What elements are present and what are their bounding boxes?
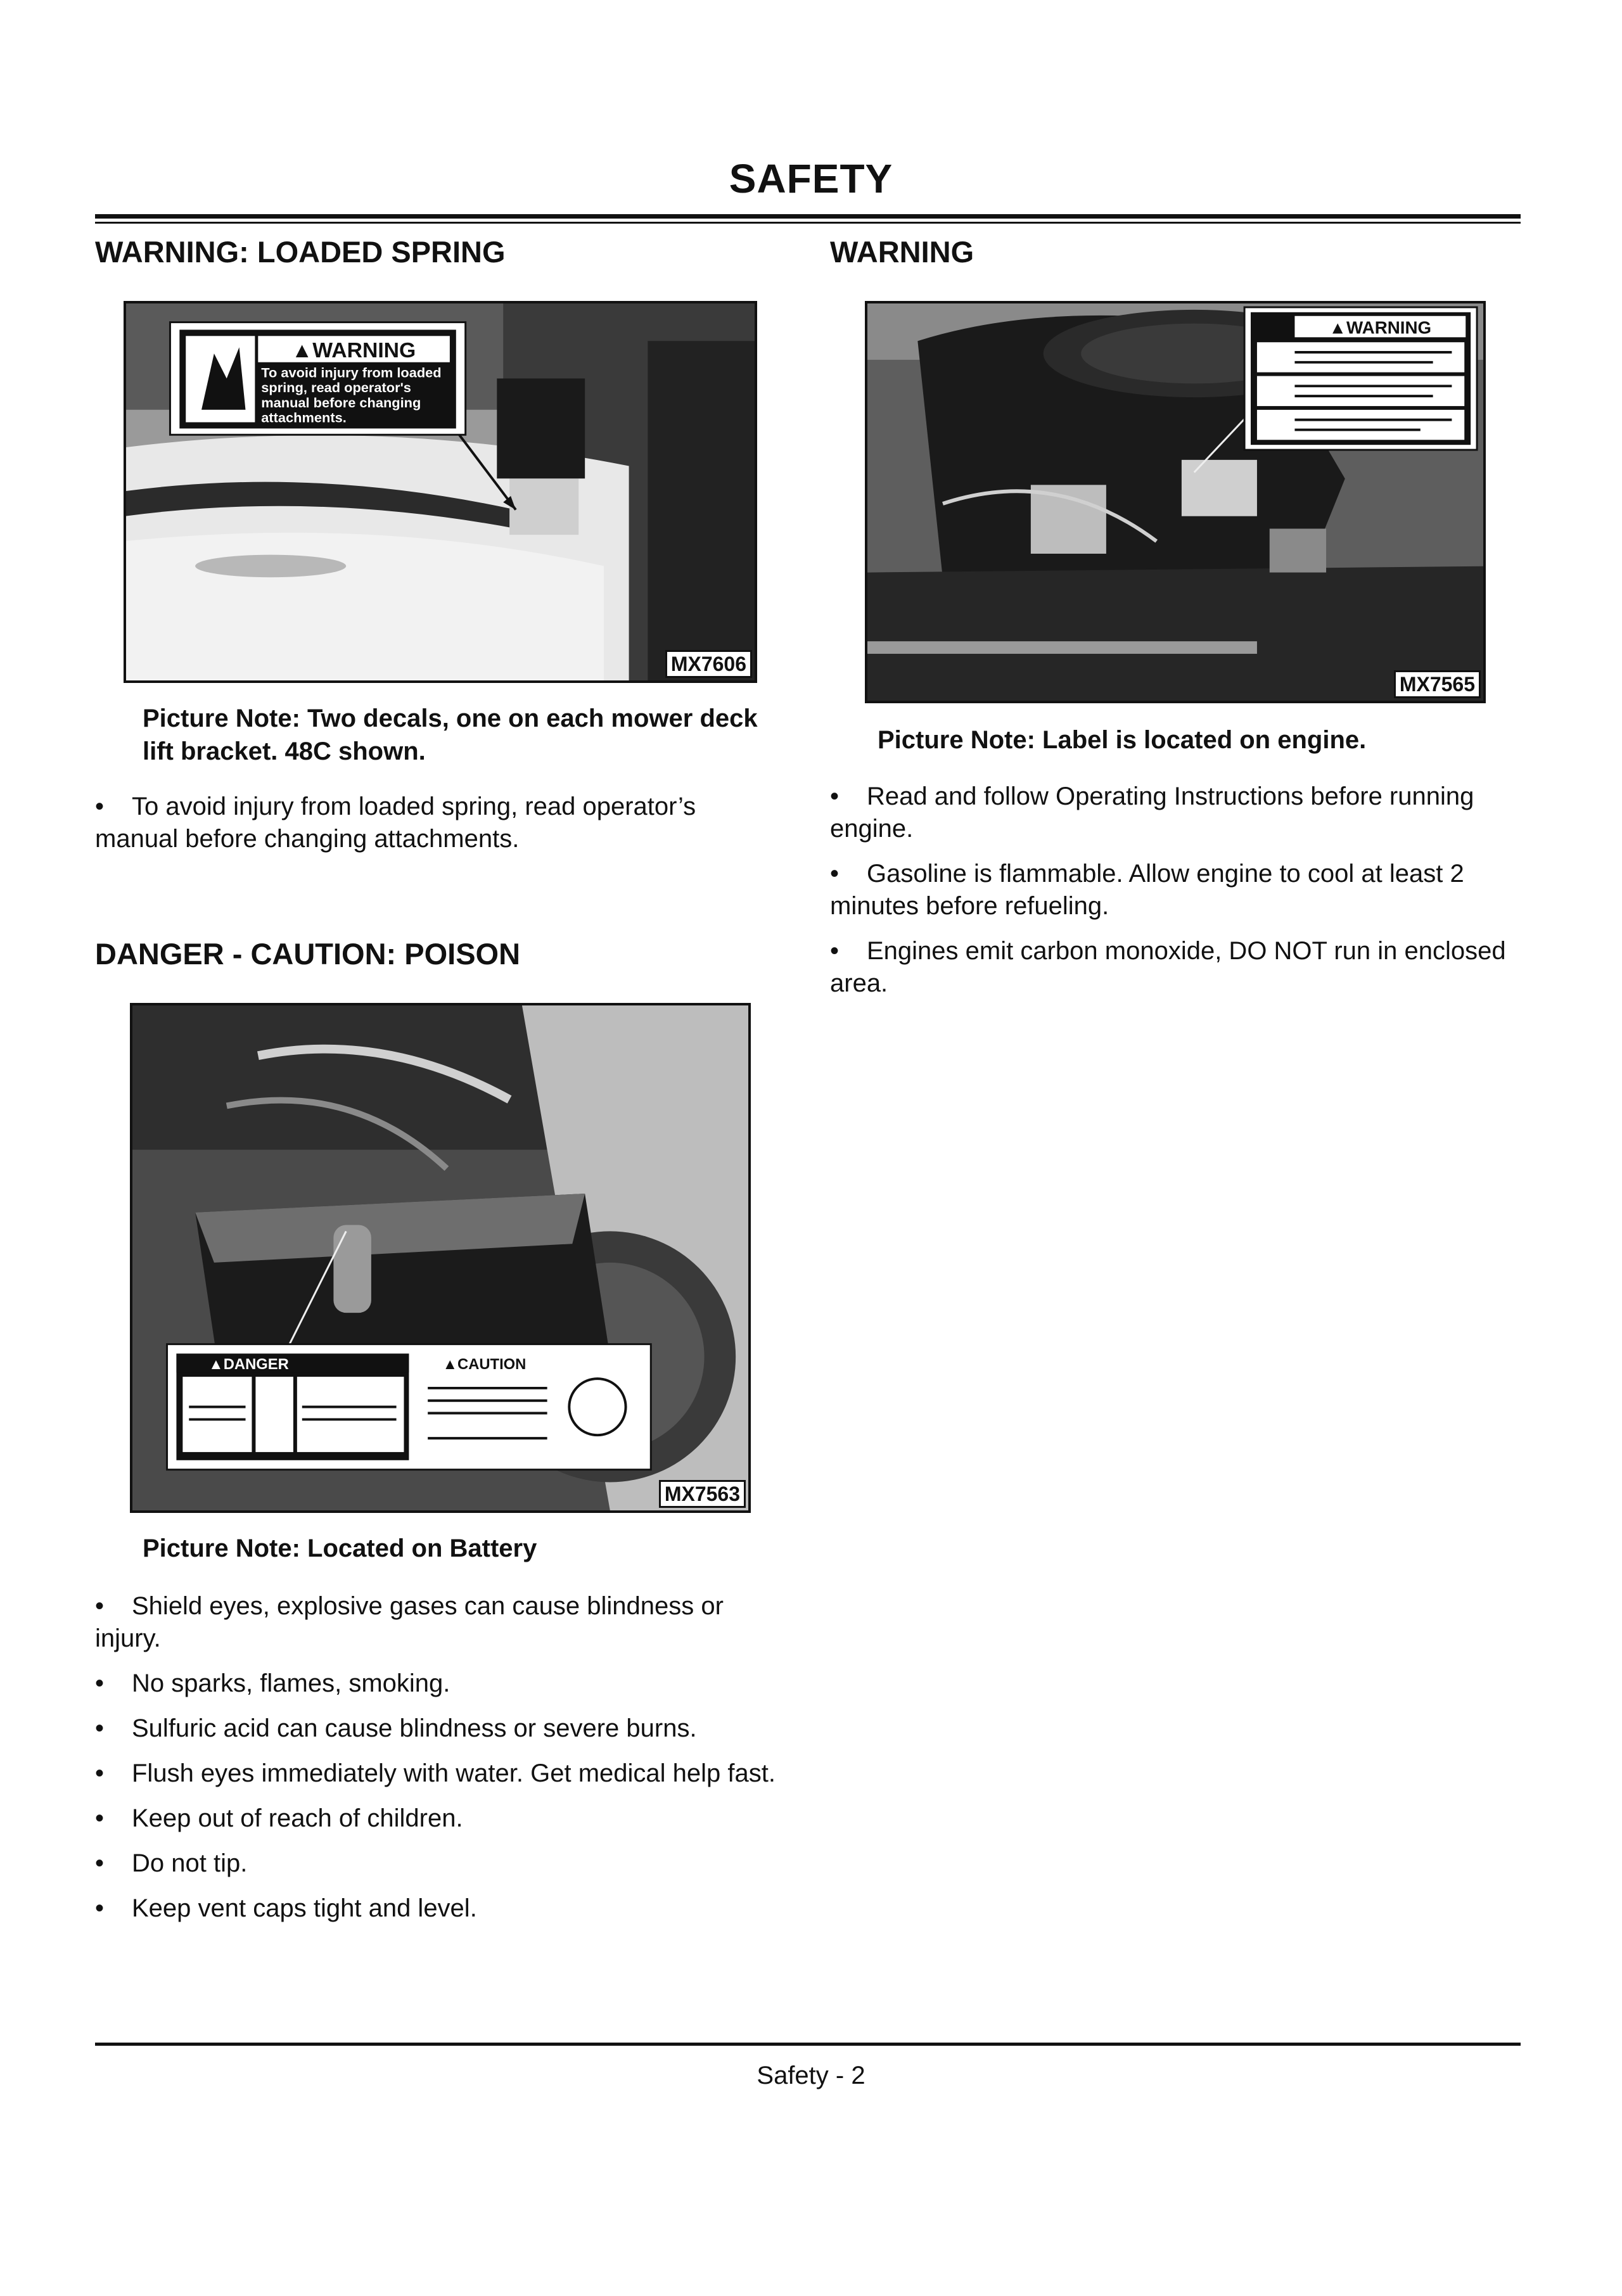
figure-id-mx7606: MX7606 [665, 650, 752, 678]
header-rule-thin [95, 222, 1521, 224]
battery-photo-illustration [132, 1005, 748, 1510]
list-item: • Keep out of reach of children. [95, 1804, 463, 1832]
picture-note-loaded-spring: Picture Note: Two decals, one on each mower deck lift bracket. 48C shown. [143, 705, 758, 765]
photo-engine-decal [865, 301, 1486, 703]
picture-note-engine: Picture Note: Label is located on engine. [878, 726, 1367, 754]
figure-id-mx7563: MX7563 [659, 1480, 746, 1508]
photo-mower-deck-decal [124, 301, 757, 683]
list-item: • To avoid injury from loaded spring, read operator’s manual before changing attachments. [95, 791, 779, 855]
list-item: • Do not tip. [95, 1849, 248, 1877]
bullet-list-loaded-spring [95, 791, 779, 868]
engine-photo-illustration [867, 303, 1483, 701]
list-item: • No sparks, flames, smoking. [95, 1669, 450, 1697]
section-heading-loaded-spring: WARNING: LOADED SPRING [95, 235, 506, 269]
page-footer: Safety - 2 [757, 2062, 865, 2089]
list-item: • Keep vent caps tight and level. [95, 1894, 477, 1922]
list-item: • Sulfuric acid can cause blindness or severe burns. [95, 1714, 697, 1742]
header-rule-thick [95, 214, 1521, 219]
bullet-list-battery [95, 1590, 779, 1937]
list-item: • Read and follow Operating Instructions before running engine. [830, 782, 1474, 843]
decal-warning-header: ▲WARNING [291, 338, 416, 362]
page-title: SAFETY [729, 156, 893, 201]
photo-battery-decal [130, 1003, 751, 1513]
bullet-list-engine [830, 781, 1514, 1012]
list-item: • Engines emit carbon monoxide, DO NOT run in enclosed area. [830, 937, 1506, 997]
decal-line-3: manual before changing [261, 394, 421, 411]
section-heading-warning: WARNING [830, 235, 974, 269]
list-item: • Flush eyes immediately with water. Get medical help fast. [95, 1759, 776, 1787]
figure-id-mx7565: MX7565 [1394, 670, 1481, 698]
decal-caution-header: ▲CAUTION [442, 1356, 527, 1374]
list-item: • Gasoline is flammable. Allow engine to cool at least 2 minutes before refueling. [830, 860, 1464, 920]
section-heading-danger-poison: DANGER - CAUTION: POISON [95, 937, 521, 971]
decal-line-1: To avoid injury from loaded [261, 364, 442, 381]
decal-danger-header: ▲DANGER [208, 1356, 289, 1374]
decal-line-2: spring, read operator's [261, 379, 411, 396]
picture-note-battery: Picture Note: Located on Battery [143, 1534, 537, 1562]
decal-line-4: attachments. [261, 409, 347, 426]
list-item: • Shield eyes, explosive gases can cause blindness or injury. [95, 1592, 724, 1652]
footer-rule [95, 2043, 1521, 2046]
decal-engine-warning-header: ▲WARNING [1329, 317, 1432, 338]
mower-deck-photo-illustration [126, 303, 755, 680]
bullet-glyph: • [95, 793, 105, 820]
